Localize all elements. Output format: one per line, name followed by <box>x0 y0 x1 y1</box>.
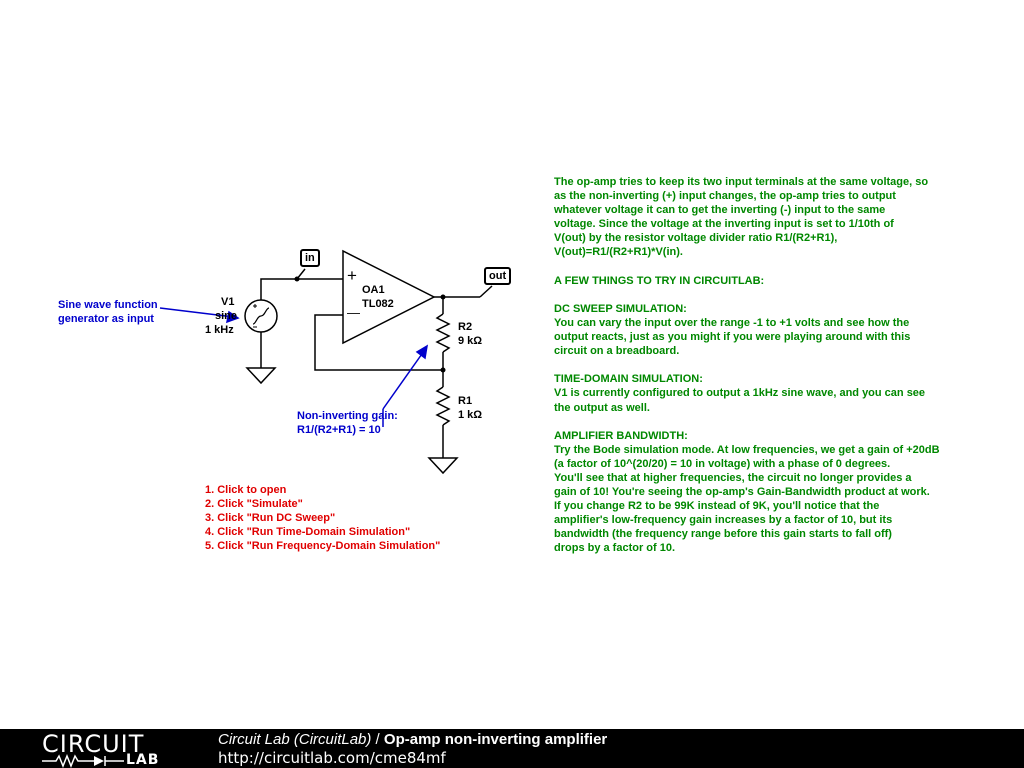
circuit-url-link[interactable]: http://circuitlab.com/cme84mf <box>218 749 446 767</box>
junction-dot <box>441 368 446 373</box>
junction-dot <box>441 295 446 300</box>
wire-feedback <box>315 315 443 370</box>
title-separator: / <box>371 731 384 748</box>
opamp-model[interactable]: TL082 <box>362 298 394 310</box>
node-label-out[interactable]: out <box>484 267 511 285</box>
annotation-arrow-gain <box>383 351 424 409</box>
step-item: 1. Click to open <box>205 484 287 496</box>
node-label-in[interactable]: in <box>300 249 320 267</box>
wire-input <box>261 279 343 300</box>
source-frequency[interactable]: 1 kHz <box>205 324 234 336</box>
annotation-source-line1: Sine wave function <box>58 299 158 311</box>
step-item: 3. Click "Run DC Sweep" <box>205 512 336 524</box>
wire-out-tag <box>480 286 492 297</box>
step-item: 2. Click "Simulate" <box>205 498 303 510</box>
logo-text-top: CIRCUIT <box>42 730 145 758</box>
opamp-name[interactable]: OA1 <box>362 284 385 296</box>
notes-dc-heading: DC SWEEP SIMULATION: <box>554 302 687 315</box>
notes-dc-body: You can vary the input over the range -1 to +1 volts and see how the output reacts, just as you might if you were playing around with this circuit on a breadboard. <box>554 316 911 358</box>
step-item: 4. Click "Run Time-Domain Simulation" <box>205 526 411 538</box>
logo-wave-icon <box>42 754 126 768</box>
circuitlab-logo[interactable] <box>42 732 176 766</box>
notes-try-heading: A FEW THINGS TO TRY IN CIRCUITLAB: <box>554 274 765 287</box>
notes-bw-body: Try the Bode simulation mode. At low frequencies, we get a gain of +20dB (a factor of 10^(20/20) = 10 in voltage) with a phase of 0 degrees. You'll see that at higher frequencies, the circuit no longer provides a gain of 10! You're seeing the op-amp's Gain-Bandwidth product at work. If you change R2 to be 99K instead of 9K, you'll notice that the amplifier's low-frequency gain increases by a factor of 10, but its bandwidth (the frequency range before this gain starts to fall off) drops by a factor of 10. <box>554 443 940 555</box>
r2-name[interactable]: R2 <box>458 321 473 333</box>
notes-intro: The op-amp tries to keep its two input terminals at the same voltage, so as the non-inverting (+) input changes, the op-amp tries to output whatever voltage it can to get the inverting (-) input to the same voltage. Since the voltage at the inverting input is set to 1/10th of V(out) by the resistor voltage divider ratio R1/(R2+R1), V(out)=R1/(R2+R1)*V(in). <box>554 176 929 259</box>
r1-value[interactable]: 1 kΩ <box>458 409 483 421</box>
notes-bw-heading: AMPLIFIER BANDWIDTH: <box>554 429 688 442</box>
source-name[interactable]: V1 <box>221 296 235 308</box>
step-item: 5. Click "Run Frequency-Domain Simulation" <box>205 540 441 552</box>
notes-td-heading: TIME-DOMAIN SIMULATION: <box>554 373 703 386</box>
junction-dot <box>295 277 300 282</box>
notes-td-body: V1 is currently configured to output a 1kHz sine wave, and you can see the output as well. <box>554 387 926 414</box>
annotation-source-line2: generator as input <box>58 313 154 325</box>
ground-r1 <box>429 458 457 473</box>
notes-panel <box>554 175 994 570</box>
footer-bar <box>0 729 1024 768</box>
logo-text-bottom: LAB <box>126 752 160 768</box>
resistor-r2 <box>437 314 449 352</box>
opamp-plus-sign: + <box>347 266 357 285</box>
resistor-r1 <box>437 387 449 425</box>
annotation-gain-line1: Non-inverting gain: <box>297 410 398 422</box>
steps-list <box>205 483 440 553</box>
footer-title <box>218 731 607 749</box>
site-name[interactable]: Circuit Lab (CircuitLab) <box>218 731 372 748</box>
ground-v1 <box>247 368 275 383</box>
annotation-gain-line2: R1/(R2+R1) = 10 <box>297 424 381 436</box>
opamp-minus-sign: — <box>347 305 360 320</box>
source-type[interactable]: sine <box>215 310 238 322</box>
r2-value[interactable]: 9 kΩ <box>458 335 483 347</box>
r1-name[interactable]: R1 <box>458 395 473 407</box>
circuit-title[interactable]: Op-amp non-inverting amplifier <box>383 731 608 748</box>
